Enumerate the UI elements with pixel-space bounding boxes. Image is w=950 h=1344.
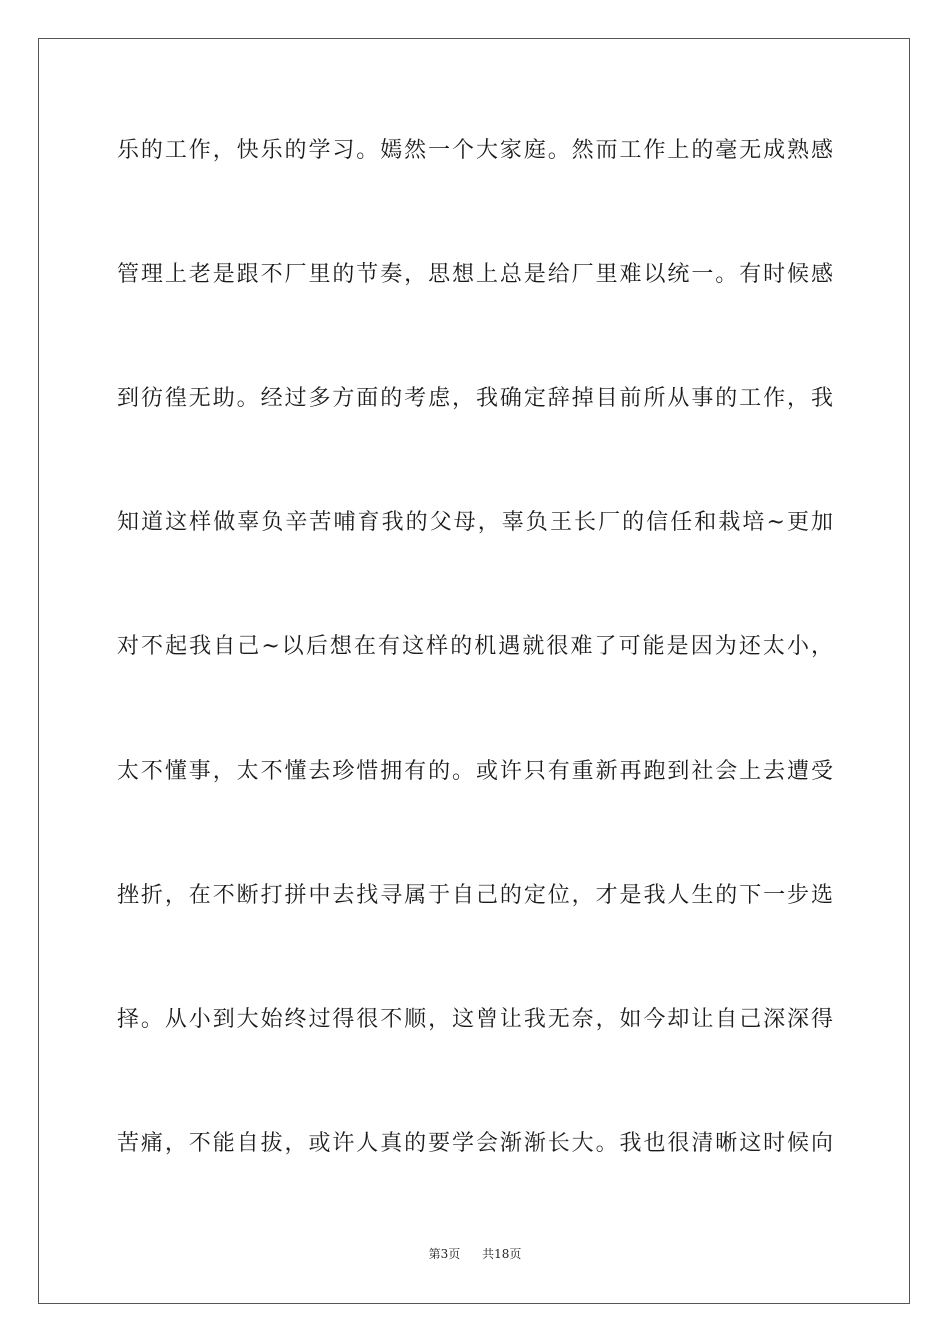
- text-line: 对不起我自己~以后想在有这样的机遇就很难了可能是因为还太小，: [117, 634, 833, 659]
- text-line: 知道这样做辜负辛苦哺育我的父母，辜负王长厂的信任和栽培~更加: [117, 510, 833, 535]
- page-number-total: 共18页: [482, 1247, 522, 1261]
- page-border: [38, 38, 910, 1304]
- text-line: 择。从小到大始终过得很不顺，这曾让我无奈，如今却让自己深深得: [117, 1007, 833, 1032]
- text-line: 苦痛，不能自拔，或许人真的要学会渐渐长大。我也很清晰这时候向: [117, 1131, 833, 1156]
- text-line: 挫折，在不断打拼中去找寻属于自己的定位，才是我人生的下一步选: [117, 883, 833, 908]
- text-line: 乐的工作，快乐的学习。嫣然一个大家庭。然而工作上的毫无成熟感: [117, 138, 833, 163]
- page-footer: [0, 1246, 950, 1262]
- text-line: 管理上老是跟不厂里的节奏，思想上总是给厂里难以统一。有时候感: [117, 262, 833, 287]
- text-line: 太不懂事，太不懂去珍惜拥有的。或许只有重新再跑到社会上去遭受: [117, 759, 833, 784]
- page-number-current: 第3页: [428, 1247, 461, 1261]
- text-line: 到彷徨无助。经过多方面的考虑，我确定辞掉目前所从事的工作，我: [117, 386, 833, 411]
